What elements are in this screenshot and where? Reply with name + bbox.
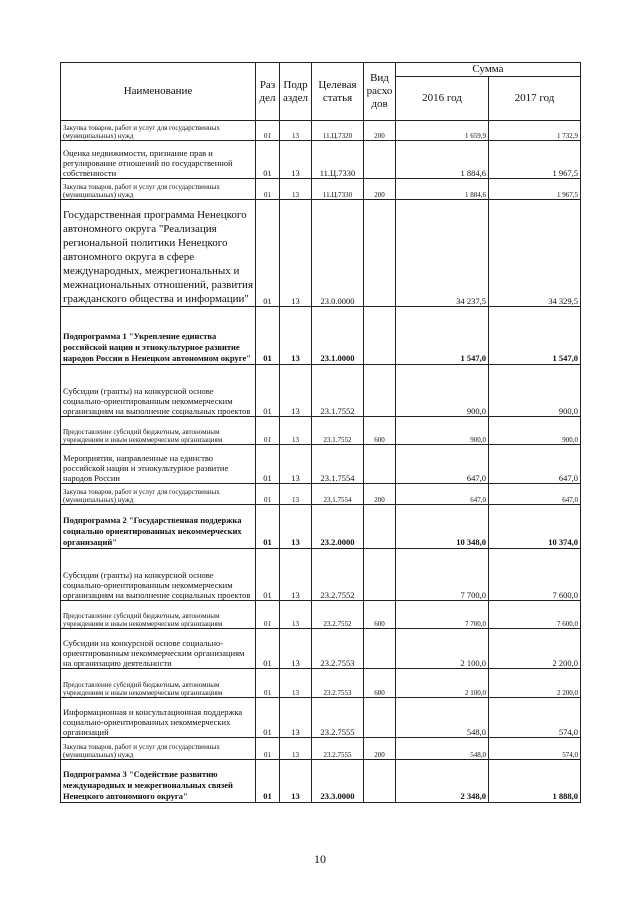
row-podrazdel: 13 (280, 200, 312, 307)
row-target: 23.2.7555 (312, 738, 364, 760)
table-row (61, 365, 581, 417)
row-name: Закупка товаров, работ и услуг для государственных (муниципальных) нужд (61, 484, 256, 505)
row-2017: 7 600,0 (489, 549, 581, 601)
row-target: 23.1.0000 (312, 307, 364, 365)
row-name: Субсидии (гранты) на конкурсной основе социально-ориентированным некоммерческим организациям на выполнение социальных проектов (61, 365, 256, 417)
row-name: Субсидии (гранты) на конкурсной основе социально-ориентированным некоммерческим организациям на выполнение социальных проектов (61, 549, 256, 601)
row-2016: 1 659,9 (396, 121, 489, 141)
row-podrazdel: 13 (280, 698, 312, 738)
row-target: 11.Ц.7330 (312, 179, 364, 200)
row-2016: 10 348,0 (396, 505, 489, 549)
row-name: Закупка товаров, работ и услуг для государственных (муниципальных) нужд (61, 738, 256, 760)
row-razdel: 01 (256, 417, 280, 445)
table-header (61, 63, 581, 121)
row-vid: 600 (364, 417, 396, 445)
row-podrazdel: 13 (280, 669, 312, 698)
table-row (61, 417, 581, 445)
row-2016: 1 884,6 (396, 179, 489, 200)
row-2016: 900,0 (396, 365, 489, 417)
row-podrazdel: 13 (280, 179, 312, 200)
row-razdel: 01 (256, 669, 280, 698)
row-vid (364, 698, 396, 738)
row-vid: 600 (364, 601, 396, 629)
row-name: Государственная программа Ненецкого автономного округа "Реализация региональной политики Ненецкого автономного округа в сфере международных, межрегиональных и межнациональных отношений, развития гражданского общества и информации" (61, 200, 256, 307)
row-razdel: 01 (256, 738, 280, 760)
row-razdel: 01 (256, 698, 280, 738)
row-vid: 200 (364, 121, 396, 141)
row-2016: 1 884,6 (396, 141, 489, 179)
row-vid (364, 445, 396, 484)
table-row (61, 445, 581, 484)
header-vid: Вид расхо дов (364, 63, 396, 121)
table-body (61, 121, 581, 803)
table-row (61, 549, 581, 601)
row-2016: 548,0 (396, 738, 489, 760)
row-target: 11.Ц.7320 (312, 121, 364, 141)
row-2016: 2 100,0 (396, 629, 489, 669)
row-2017: 2 200,0 (489, 629, 581, 669)
row-2017: 7 600,0 (489, 601, 581, 629)
row-name: Подпрограмма 1 "Укрепление единства российской нации и этнокультурное развитие народов России в Ненецком автономном округе" (61, 307, 256, 365)
table-row (61, 698, 581, 738)
row-razdel: 01 (256, 200, 280, 307)
row-podrazdel: 13 (280, 738, 312, 760)
row-podrazdel: 13 (280, 549, 312, 601)
table-row (61, 200, 581, 307)
row-vid (364, 629, 396, 669)
header-name: Наименование (61, 63, 256, 121)
row-name: Оценка недвижимости, признание прав и регулирование отношений по государственной собственности (61, 141, 256, 179)
row-vid: 200 (364, 179, 396, 200)
table-row (61, 505, 581, 549)
row-podrazdel: 13 (280, 484, 312, 505)
row-2017: 574,0 (489, 738, 581, 760)
row-vid (364, 141, 396, 179)
row-2016: 7 700,0 (396, 601, 489, 629)
row-vid (364, 365, 396, 417)
row-2016: 647,0 (396, 445, 489, 484)
row-razdel: 01 (256, 549, 280, 601)
row-vid (364, 760, 396, 803)
table-row (61, 307, 581, 365)
table-row (61, 601, 581, 629)
row-podrazdel: 13 (280, 629, 312, 669)
row-podrazdel: 13 (280, 760, 312, 803)
header-sum: Сумма (396, 63, 581, 77)
row-razdel: 01 (256, 365, 280, 417)
row-target: 23.1.7554 (312, 445, 364, 484)
row-target: 23.2.0000 (312, 505, 364, 549)
row-target: 23.1.7552 (312, 417, 364, 445)
row-podrazdel: 13 (280, 601, 312, 629)
table-row (61, 121, 581, 141)
row-2017: 1 967,5 (489, 179, 581, 200)
row-vid (364, 307, 396, 365)
row-2017: 1 967,5 (489, 141, 581, 179)
row-2017: 34 329,5 (489, 200, 581, 307)
row-2017: 900,0 (489, 417, 581, 445)
row-podrazdel: 13 (280, 417, 312, 445)
row-name: Предоставление субсидий бюджетным, автономным учреждениям и иным некоммерческим организациям (61, 417, 256, 445)
row-target: 23.3.0000 (312, 760, 364, 803)
table-row (61, 760, 581, 803)
table-row (61, 738, 581, 760)
row-vid (364, 200, 396, 307)
row-2016: 900,0 (396, 417, 489, 445)
row-name: Предоставление субсидий бюджетным, автономным учреждениям и иным некоммерческим организациям (61, 669, 256, 698)
row-2017: 647,0 (489, 445, 581, 484)
row-name: Подпрограмма 2 "Государственная поддержка социально ориентированных некоммерческих организаций" (61, 505, 256, 549)
header-target: Целевая статья (312, 63, 364, 121)
row-2017: 647,0 (489, 484, 581, 505)
row-razdel: 01 (256, 307, 280, 365)
row-vid: 600 (364, 669, 396, 698)
table-row (61, 141, 581, 179)
row-2017: 10 374,0 (489, 505, 581, 549)
header-razdel: Раз дел (256, 63, 280, 121)
row-2016: 2 348,0 (396, 760, 489, 803)
row-target: 23.2.7552 (312, 601, 364, 629)
row-target: 23.2.7553 (312, 629, 364, 669)
row-razdel: 01 (256, 629, 280, 669)
row-vid: 200 (364, 484, 396, 505)
row-podrazdel: 13 (280, 505, 312, 549)
page-number: 10 (314, 852, 326, 866)
row-2016: 548,0 (396, 698, 489, 738)
row-name: Закупка товаров, работ и услуг для государственных (муниципальных) нужд (61, 179, 256, 200)
row-podrazdel: 13 (280, 365, 312, 417)
row-name: Информационная и консультационная поддержка социально-ориентированных некоммерческих организаций (61, 698, 256, 738)
row-2016: 7 700,0 (396, 549, 489, 601)
row-podrazdel: 13 (280, 121, 312, 141)
row-razdel: 01 (256, 445, 280, 484)
row-target: 23.2.7552 (312, 549, 364, 601)
header-2016: 2016 год (396, 77, 489, 121)
row-name: Подпрограмма 3 "Содействие развитию международных и межрегиональных связей Ненецкого автономного округа" (61, 760, 256, 803)
header-podrazdel: Подр аздел (280, 63, 312, 121)
row-podrazdel: 13 (280, 141, 312, 179)
row-podrazdel: 13 (280, 307, 312, 365)
table-row (61, 179, 581, 200)
row-2017: 1 732,9 (489, 121, 581, 141)
table-row (61, 484, 581, 505)
row-target: 23.2.7555 (312, 698, 364, 738)
row-name: Мероприятия, направленные на единство российской нации и этнокультурное развитие народов России (61, 445, 256, 484)
row-2016: 647,0 (396, 484, 489, 505)
row-2017: 2 200,0 (489, 669, 581, 698)
row-target: 11.Ц.7330 (312, 141, 364, 179)
row-podrazdel: 13 (280, 445, 312, 484)
row-name: Предоставление субсидий бюджетным, автономным учреждениям и иным некоммерческим организациям (61, 601, 256, 629)
row-razdel: 01 (256, 484, 280, 505)
row-2017: 1 888,0 (489, 760, 581, 803)
header-2017: 2017 год (489, 77, 581, 121)
row-razdel: 01 (256, 141, 280, 179)
row-razdel: 01 (256, 505, 280, 549)
row-vid (364, 505, 396, 549)
row-razdel: 01 (256, 601, 280, 629)
row-vid: 200 (364, 738, 396, 760)
row-vid (364, 549, 396, 601)
budget-table (60, 62, 581, 803)
table-row (61, 669, 581, 698)
table-row (61, 629, 581, 669)
row-target: 23.2.7553 (312, 669, 364, 698)
row-2016: 2 100,0 (396, 669, 489, 698)
row-razdel: 01 (256, 121, 280, 141)
row-razdel: 01 (256, 760, 280, 803)
row-2017: 1 547,0 (489, 307, 581, 365)
row-target: 23.1.7554 (312, 484, 364, 505)
row-razdel: 01 (256, 179, 280, 200)
row-target: 23.0.0000 (312, 200, 364, 307)
row-name: Субсидии на конкурсной основе социально-ориентированным некоммерческим организациям на организацию деятельности (61, 629, 256, 669)
row-2016: 34 237,5 (396, 200, 489, 307)
row-2016: 1 547,0 (396, 307, 489, 365)
row-name: Закупка товаров, работ и услуг для государственных (муниципальных) нужд (61, 121, 256, 141)
row-target: 23.1.7552 (312, 365, 364, 417)
row-2017: 900,0 (489, 365, 581, 417)
row-2017: 574,0 (489, 698, 581, 738)
